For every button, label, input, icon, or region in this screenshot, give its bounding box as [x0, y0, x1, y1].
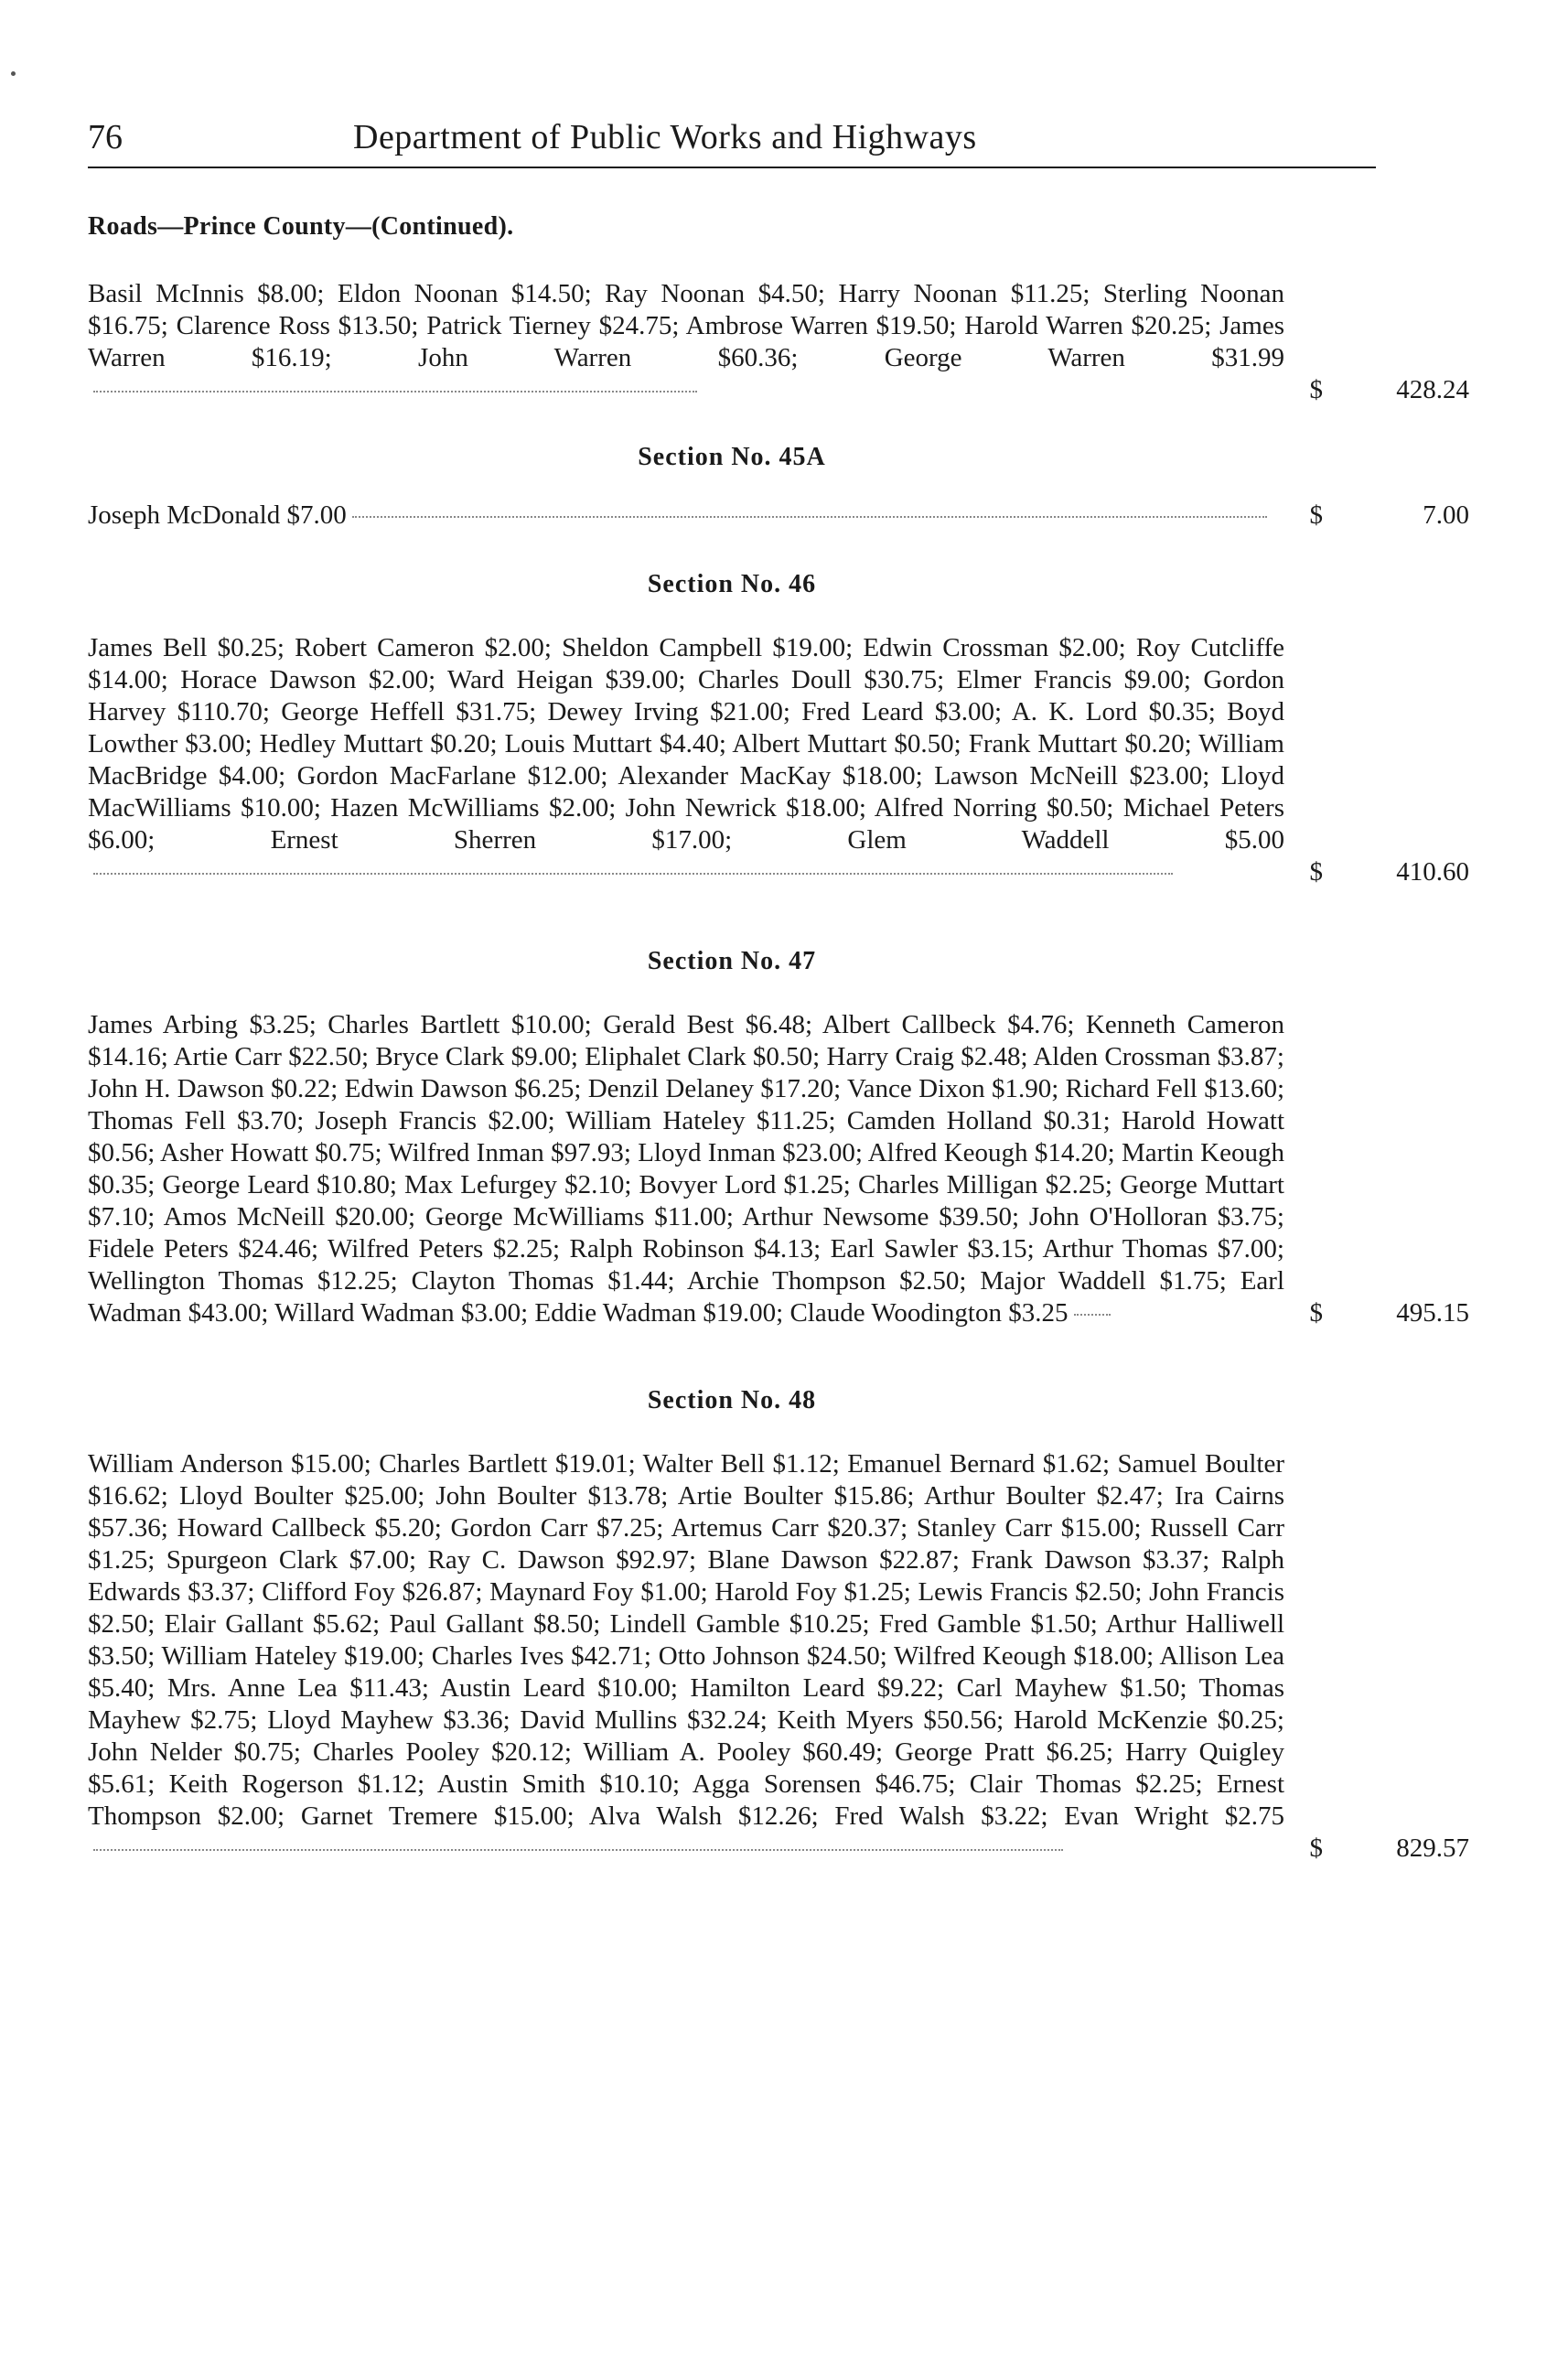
section-heading: Section No. 48 — [647, 1386, 817, 1414]
leader-dots — [93, 873, 1173, 875]
document-page — [88, 108, 1469, 1865]
dollar-sign: $ — [1309, 500, 1323, 530]
running-title: Department of Public Works and Highways — [353, 118, 977, 156]
entry-text — [88, 500, 1284, 532]
leader-dots — [93, 391, 697, 392]
entry-names: Basil McInnis $8.00; Eldon Noonan $14.50; Ray Noonan $4.50; Harry Noonan $11.25; Sterling Noonan $16.75; Clarence Ross $13.50; Patrick Tierney $24.75; Ambrose Warren $19.50; Harold Warren $20.25; James Warren $16.19; John Warren $60.36; George Warren $31.99 — [88, 279, 1284, 372]
entry-section-47 — [88, 1009, 1469, 1329]
dollar-sign: $ — [1309, 375, 1323, 404]
entry-section-46 — [88, 632, 1469, 888]
leader-dots — [352, 516, 1267, 518]
section-subtitle: Roads—Prince County—(Continued). — [88, 212, 514, 241]
entry-total: 829.57 — [1396, 1833, 1469, 1863]
dollar-sign: $ — [1309, 1833, 1323, 1863]
entry-names: James Arbing $3.25; Charles Bartlett $10.00; Gerald Best $6.48; Albert Callbeck $4.76; Kenneth Cameron $14.16; Artie Carr $22.50; Bryce Clark $9.00; Eliphalet Clark $0.50; Harry Craig $2.48; Alden Crossman $3.87; John H. Dawson $0.22; Edwin Dawson $6.25; Denzil Delaney $17.20; Vance Dixon $1.90; Richard Fell $13.60; Thomas Fell $3.70; Joseph Francis $2.00; William Hateley $11.25; Camden Holland $0.31; Harold Howatt $0.56; Asher Howatt $0.75; Wilfred Inman $97.93; Lloyd Inman $23.00; Alfred Keough $14.20; Martin Keough $0.35; George Leard $10.80; Max Lefurgey $2.10; Bovyer Lord $1.25; Charles Milligan $2.25; George Muttart $7.10; Amos McNeill $20.00; George McWilliams $11.00; Arthur Newsome $39.50; John O'Holloran $3.75; Fidele Peters $24.46; Wilfred Peters $2.25; Ralph Robinson $4.13; Earl Sawler $3.15; Arthur Thomas $7.00; Wellington Thomas $12.25; Clayton Thomas $1.44; Archie Thompson $2.50; Major Waddell $1.75; Earl Wadman $43.00; Willard Wadman $3.00; Eddie Wadman $19.00; Claude Woodington $3.25 — [88, 1010, 1284, 1328]
dollar-sign: $ — [1309, 857, 1323, 887]
leader-dots — [93, 1849, 1063, 1851]
page-number: 76 — [88, 118, 123, 156]
entry-section-48 — [88, 1448, 1469, 1865]
page-header — [88, 108, 1469, 172]
entry-continued — [88, 278, 1469, 406]
entry-section-45a — [88, 500, 1469, 532]
entry-total: 7.00 — [1423, 500, 1469, 530]
entry-total: 495.15 — [1396, 1298, 1469, 1328]
entry-text — [88, 1448, 1284, 1865]
section-heading: Section No. 45A — [638, 443, 826, 471]
leader-dots — [1074, 1314, 1111, 1316]
margin-mark — [11, 71, 16, 76]
entry-names: James Bell $0.25; Robert Cameron $2.00; Sheldon Campbell $19.00; Edwin Crossman $2.00; Roy Cutcliffe $14.00; Horace Dawson $2.00; Ward Heigan $39.00; Charles Doull $30.75; Elmer Francis $9.00; Gordon Harvey $110.70; George Heffell $31.75; Dewey Irving $21.00; Fred Leard $3.00; A. K. Lord $0.35; Boyd Lowther $3.00; Hedley Muttart $0.20; Louis Muttart $4.40; Albert Muttart $0.50; Frank Muttart $0.20; William MacBridge $4.00; Gordon MacFarlane $12.00; Alexander MacKay $18.00; Lawson McNeill $23.00; Lloyd MacWilliams $10.00; Hazen McWilliams $2.00; John Newrick $18.00; Alfred Norring $0.50; Michael Peters $6.00; Ernest Sherren $17.00; Glem Waddell $5.00 — [88, 633, 1284, 855]
entry-total: 428.24 — [1396, 375, 1469, 404]
header-rule — [88, 167, 1376, 168]
entry-text — [88, 632, 1284, 888]
entry-names: Joseph McDonald $7.00 — [88, 500, 347, 530]
entry-text — [88, 1009, 1284, 1329]
dollar-sign: $ — [1309, 1298, 1323, 1328]
entry-names: William Anderson $15.00; Charles Bartlett $19.01; Walter Bell $1.12; Emanuel Bernard $1.62; Samuel Boulter $16.62; Lloyd Boulter $25.00; John Boulter $13.78; Artie Boulter $15.86; Arthur Boulter $2.47; Ira Cairns $57.36; Howard Callbeck $5.20; Gordon Carr $7.25; Artemus Carr $20.37; Stanley Carr $15.00; Russell Carr $1.25; Spurgeon Clark $7.00; Ray C. Dawson $92.97; Blane Dawson $22.87; Frank Dawson $3.37; Ralph Edwards $3.37; Clifford Foy $26.87; Maynard Foy $1.00; Harold Foy $1.25; Lewis Francis $2.50; John Francis $2.50; Elair Gallant $5.62; Paul Gallant $8.50; Lindell Gamble $10.25; Fred Gamble $1.50; Arthur Halliwell $3.50; William Hateley $19.00; Charles Ives $42.71; Otto Johnson $24.50; Wilfred Keough $18.00; Allison Lea $5.40; Mrs. Anne Lea $11.43; Austin Leard $10.00; Hamilton Leard $9.22; Carl Mayhew $1.50; Thomas Mayhew $2.75; Lloyd Mayhew $3.36; David Mullins $32.24; Keith Myers $50.56; Harold McKenzie $0.25; John Nelder $0.75; Charles Pooley $20.12; William A. Pooley $60.49; George Pratt $6.25; Harry Quigley $5.61; Keith Rogerson $1.12; Austin Smith $10.10; Agga Sorensen $46.75; Clair Thomas $2.25; Ernest Thompson $2.00; Garnet Tremere $15.00; Alva Walsh $12.26; Fred Walsh $3.22; Evan Wright $2.75 — [88, 1449, 1284, 1831]
section-heading: Section No. 46 — [647, 570, 817, 598]
entry-total: 410.60 — [1396, 857, 1469, 887]
entry-text — [88, 278, 1284, 406]
section-heading: Section No. 47 — [647, 947, 817, 975]
